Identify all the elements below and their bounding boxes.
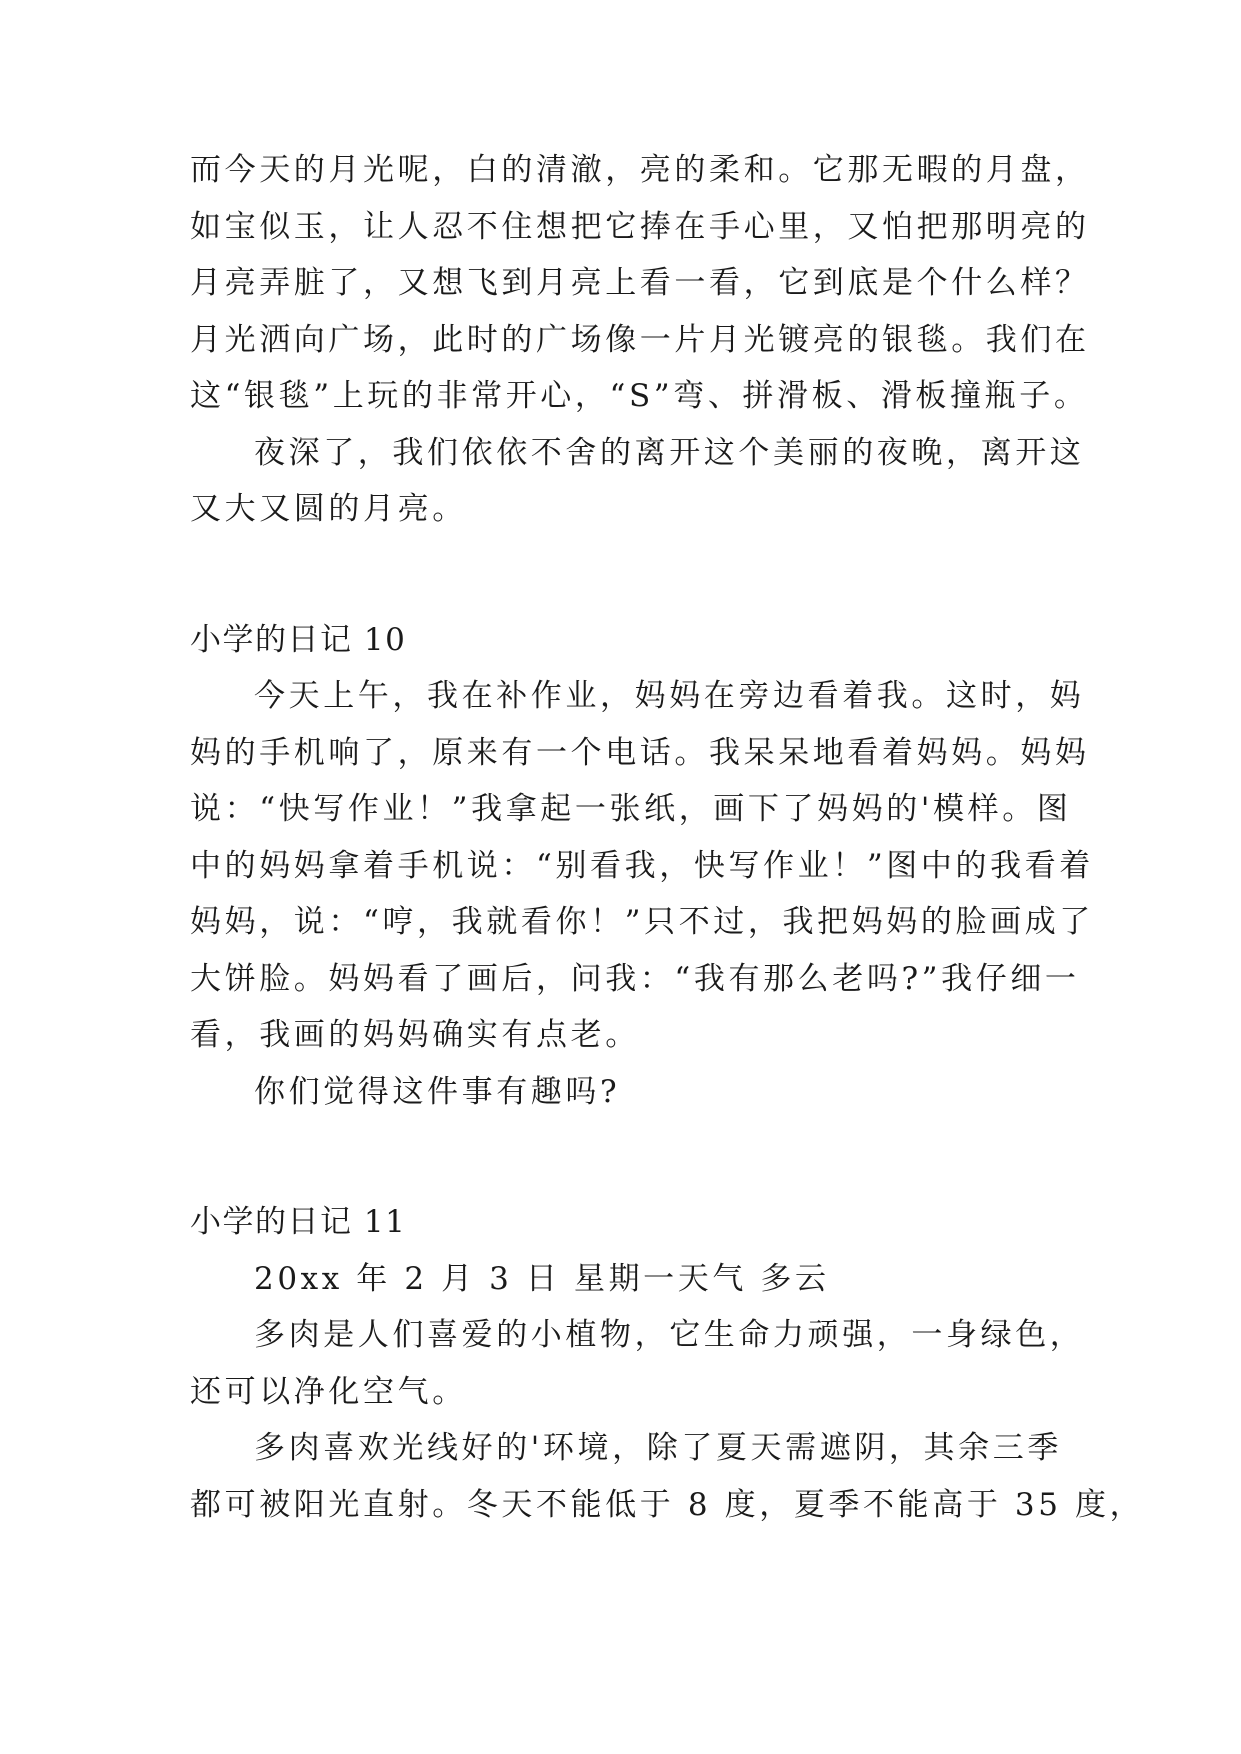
section-heading: 小学的日记 10 bbox=[190, 622, 407, 658]
section-heading: 小学的日记 11 bbox=[190, 1204, 407, 1240]
paragraph-line: 夜深了，我们依依不舍的离开这个美丽的夜晚，离开这 bbox=[254, 435, 1085, 471]
paragraph-line: 都可被阳光直射。冬天不能低于 8 度，夏季不能高于 35 度， bbox=[190, 1487, 1145, 1523]
paragraph-line: 大饼脸。妈妈看了画后，问我：“我有那么老吗?”我仔细一 bbox=[190, 961, 1080, 997]
paragraph-line: 你们觉得这件事有趣吗? bbox=[254, 1074, 621, 1110]
paragraph-line: 多肉喜欢光线好的'环境，除了夏天需遮阴，其余三季 bbox=[254, 1430, 1062, 1466]
paragraph-line: 今天上午，我在补作业，妈妈在旁边看着我。这时，妈 bbox=[254, 678, 1085, 714]
paragraph-line: 月亮弄脏了，又想飞到月亮上看一看，它到底是个什么样？ bbox=[190, 265, 1090, 301]
paragraph-line: 而今天的月光呢，白的清澈，亮的柔和。它那无暇的月盘， bbox=[190, 152, 1090, 188]
paragraph-line: 还可以净化空气。 bbox=[190, 1374, 467, 1410]
paragraph-line: 这“银毯”上玩的非常开心，“S”弯、拼滑板、滑板撞瓶子。 bbox=[190, 378, 1089, 414]
paragraph-line: 又大又圆的月亮。 bbox=[190, 491, 467, 527]
paragraph-line: 中的妈妈拿着手机说：“别看我，快写作业！”图中的我看着 bbox=[190, 848, 1094, 884]
paragraph-line: 多肉是人们喜爱的小植物，它生命力顽强，一身绿色， bbox=[254, 1317, 1085, 1353]
paragraph-line: 说：“快写作业！”我拿起一张纸，画下了妈妈的'模样。图 bbox=[190, 791, 1072, 827]
diary-date-line: 20xx 年 2 月 3 日 星期一天气 多云 bbox=[254, 1261, 830, 1297]
paragraph-line: 看，我画的妈妈确实有点老。 bbox=[190, 1017, 640, 1053]
paragraph-line: 如宝似玉，让人忍不住想把它捧在手心里，又怕把那明亮的 bbox=[190, 209, 1090, 245]
paragraph-line: 妈妈，说：“哼，我就看你！”只不过，我把妈妈的脸画成了 bbox=[190, 904, 1094, 940]
paragraph-line: 妈的手机响了，原来有一个电话。我呆呆地看着妈妈。妈妈 bbox=[190, 735, 1090, 771]
paragraph-line: 月光洒向广场，此时的广场像一片月光镀亮的银毯。我们在 bbox=[190, 322, 1090, 358]
